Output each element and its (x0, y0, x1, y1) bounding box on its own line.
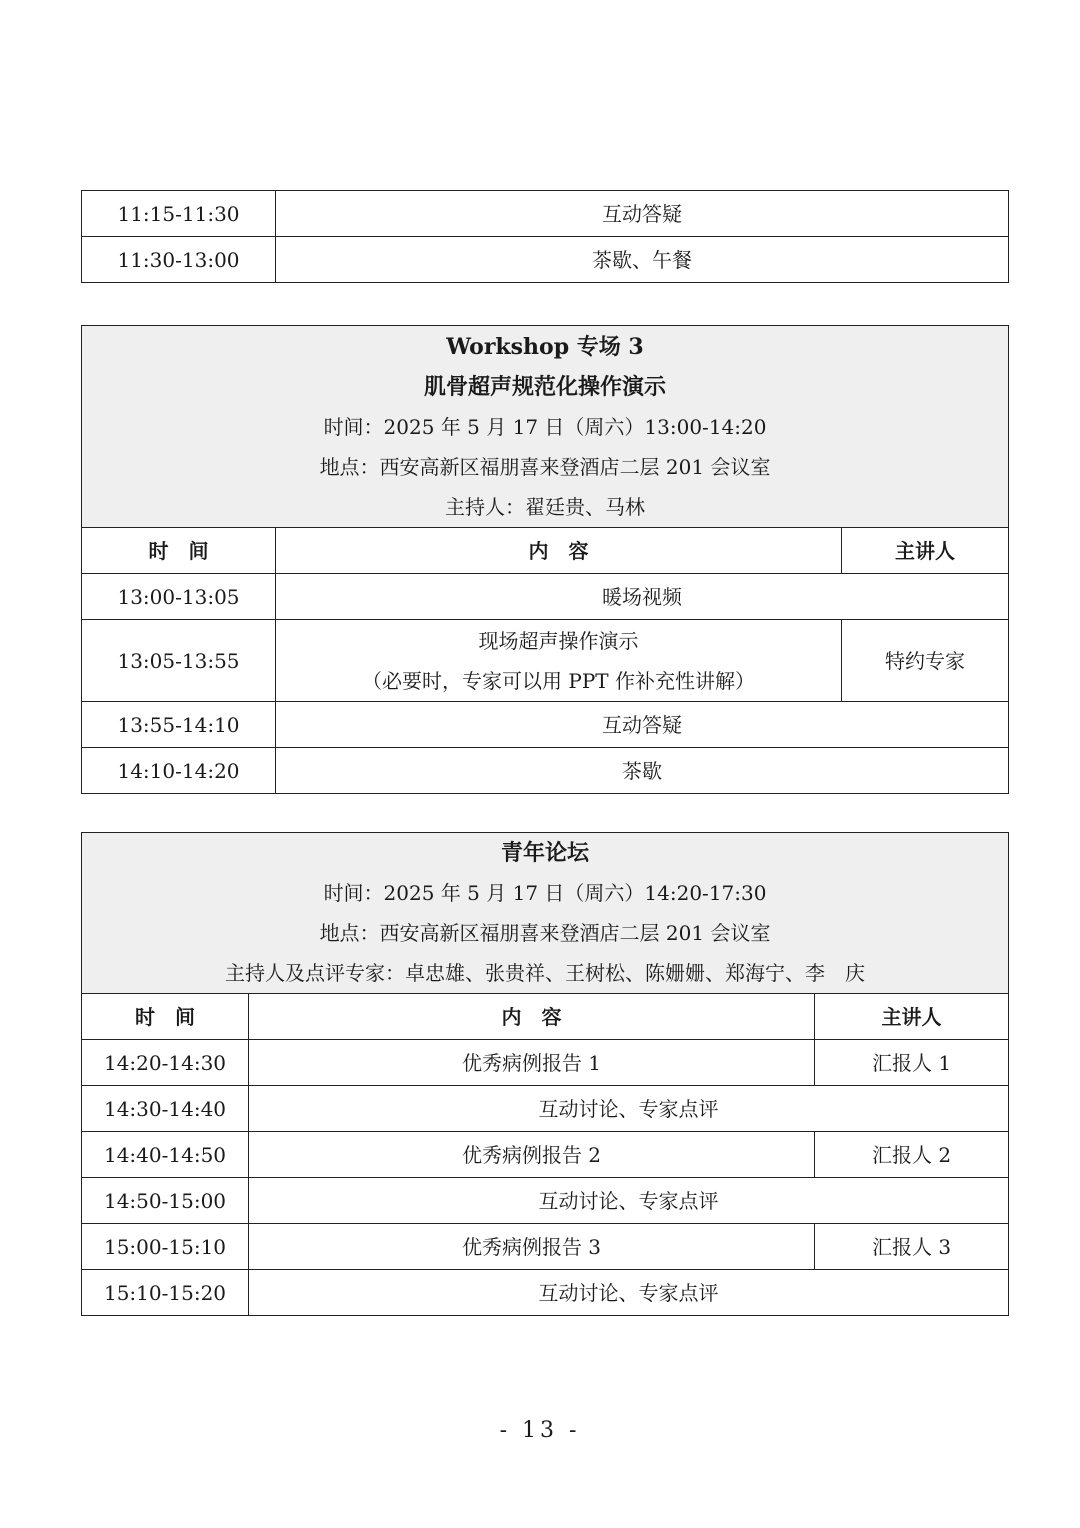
table-row (82, 1132, 1009, 1178)
speaker-cell: 汇报人 2 (815, 1132, 1009, 1178)
table-row (82, 748, 1009, 794)
content-cell: 互动答疑 (276, 191, 1009, 237)
time-cell: 11:30-13:00 (82, 237, 276, 283)
table-row (82, 1086, 1009, 1132)
session-host: 主持人：翟廷贵、马林 (445, 494, 645, 519)
content-cell: 互动讨论、专家点评 (249, 1086, 1009, 1132)
table-row (82, 1270, 1009, 1316)
schedule-table-morning (81, 190, 1009, 283)
content-cell: 暖场视频 (276, 574, 1009, 620)
time-cell: 14:50-15:00 (82, 1178, 249, 1224)
session-banner (82, 833, 1009, 994)
session-location: 地点：西安高新区福朋喜来登酒店二层 201 会议室 (319, 454, 771, 479)
table-row (82, 1040, 1009, 1086)
time-cell: 15:10-15:20 (82, 1270, 249, 1316)
session-location: 地点：西安高新区福朋喜来登酒店二层 201 会议室 (319, 921, 771, 945)
content-cell: 优秀病例报告 2 (249, 1132, 815, 1178)
table-header-row (82, 528, 1009, 574)
header-speaker: 主讲人 (815, 994, 1009, 1040)
session-title: 青年论坛 (501, 840, 590, 866)
content-cell: 互动讨论、专家点评 (249, 1178, 1009, 1224)
schedule-table-youth-forum (81, 832, 1009, 1316)
time-cell: 14:10-14:20 (82, 748, 276, 794)
table-row (82, 1178, 1009, 1224)
schedule-table-workshop (81, 325, 1009, 794)
session-title: Workshop 专场 3 (446, 333, 644, 360)
page-number: - 13 - (499, 1418, 581, 1443)
table-header-row (82, 994, 1009, 1040)
time-cell: 13:55-14:10 (82, 702, 276, 748)
content-cell: 茶歇、午餐 (276, 237, 1009, 283)
time-cell: 14:40-14:50 (82, 1132, 249, 1178)
header-time: 时 间 (82, 528, 276, 574)
session-subtitle: 肌骨超声规范化操作演示 (424, 373, 667, 400)
table-row (82, 237, 1009, 283)
speaker-cell: 特约专家 (842, 620, 1009, 702)
content-cell: 互动讨论、专家点评 (249, 1270, 1009, 1316)
header-content: 内 容 (249, 994, 815, 1040)
table-row (82, 620, 1009, 702)
content-line: 现场超声操作演示 (478, 628, 639, 653)
table-row (82, 574, 1009, 620)
header-time: 时 间 (82, 994, 249, 1040)
table-row (82, 702, 1009, 748)
speaker-cell: 汇报人 1 (815, 1040, 1009, 1086)
session-time: 时间：2025 年 5 月 17 日（周六）14:20-17:30 (323, 881, 767, 905)
session-host: 主持人及点评专家：卓忠雄、张贵祥、王树松、陈姗姗、郑海宁、李 庆 (225, 961, 866, 985)
content-cell (276, 620, 842, 702)
header-content: 内 容 (276, 528, 842, 574)
content-cell: 茶歇 (276, 748, 1009, 794)
table-row (82, 191, 1009, 237)
time-cell: 15:00-15:10 (82, 1224, 249, 1270)
time-cell: 14:30-14:40 (82, 1086, 249, 1132)
header-speaker: 主讲人 (842, 528, 1009, 574)
content-cell: 优秀病例报告 1 (249, 1040, 815, 1086)
session-time: 时间：2025 年 5 月 17 日（周六）13:00-14:20 (323, 414, 767, 439)
time-cell: 14:20-14:30 (82, 1040, 249, 1086)
time-cell: 11:15-11:30 (82, 191, 276, 237)
time-cell: 13:05-13:55 (82, 620, 276, 702)
content-line: （必要时，专家可以用 PPT 作补充性讲解） (362, 668, 755, 693)
time-cell: 13:00-13:05 (82, 574, 276, 620)
table-row (82, 1224, 1009, 1270)
session-banner (82, 326, 1009, 528)
content-cell: 优秀病例报告 3 (249, 1224, 815, 1270)
speaker-cell: 汇报人 3 (815, 1224, 1009, 1270)
content-cell: 互动答疑 (276, 702, 1009, 748)
